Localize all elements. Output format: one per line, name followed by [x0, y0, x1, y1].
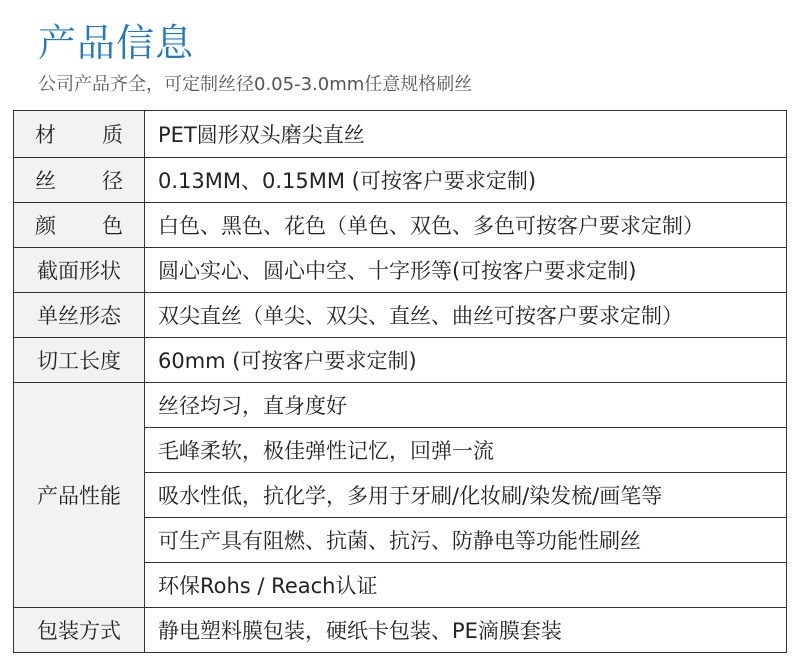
- page-subtitle: 公司产品齐全，可定制丝径0.05-3.0mm任意规格刷丝: [38, 74, 473, 95]
- spec-label-cell: [14, 158, 145, 203]
- performance-item: 毛峰柔软，极佳弹性记忆，回弹一流: [145, 428, 787, 473]
- spec-row-material: [14, 111, 787, 158]
- spec-label-char: 质: [102, 123, 123, 147]
- spec-label-cell: [14, 203, 145, 248]
- spec-value: 静电塑料膜包装，硬纸卡包装、PE滴膜套装: [145, 608, 787, 653]
- spec-label-char: 径: [102, 169, 123, 193]
- spec-label-char: 丝: [35, 169, 56, 193]
- spec-value: 0.13MM、0.15MM (可按客户要求定制): [145, 158, 787, 203]
- spec-value: 60mm (可按客户要求定制): [145, 338, 787, 383]
- performance-item: 可生产具有阻燃、抗菌、抗污、防静电等功能性刷丝: [145, 518, 787, 563]
- spec-label: [35, 210, 123, 240]
- spec-label-char: 材: [35, 123, 56, 147]
- spec-label: 包装方式: [14, 608, 145, 653]
- product-spec-table: [13, 110, 787, 653]
- performance-item: 吸水性低，抗化学，多用于牙刷/化妆刷/染发梳/画笔等: [145, 473, 787, 518]
- performance-item: 环保Rohs / Reach认证: [145, 563, 787, 608]
- spec-row-color: [14, 203, 787, 248]
- spec-label: 切工长度: [14, 338, 145, 383]
- spec-row-packaging: [14, 608, 787, 653]
- spec-value: 圆心实心、圆心中空、十字形等(可按客户要求定制): [145, 248, 787, 293]
- spec-label: [35, 119, 123, 149]
- spec-row-diameter: [14, 158, 787, 203]
- spec-value: PET圆形双头磨尖直丝: [145, 111, 787, 158]
- spec-label-cell: [14, 111, 145, 158]
- spec-label: 产品性能: [14, 383, 145, 608]
- spec-row-filament-form: [14, 293, 787, 338]
- performance-item: 丝径均习，直身度好: [145, 383, 787, 428]
- spec-label: 截面形状: [14, 248, 145, 293]
- spec-row-cut-length: [14, 338, 787, 383]
- spec-row-performance: [14, 383, 787, 428]
- spec-row-cross-section: [14, 248, 787, 293]
- spec-label: 单丝形态: [14, 293, 145, 338]
- spec-label-char: 色: [102, 214, 123, 238]
- spec-value: 白色、黑色、花色（单色、双色、多色可按客户要求定制）: [145, 203, 787, 248]
- page-title: 产品信息: [38, 21, 195, 65]
- spec-label-char: 颜: [35, 214, 56, 238]
- spec-label: [35, 165, 123, 195]
- spec-value: 双尖直丝（单尖、双尖、直丝、曲丝可按客户要求定制）: [145, 293, 787, 338]
